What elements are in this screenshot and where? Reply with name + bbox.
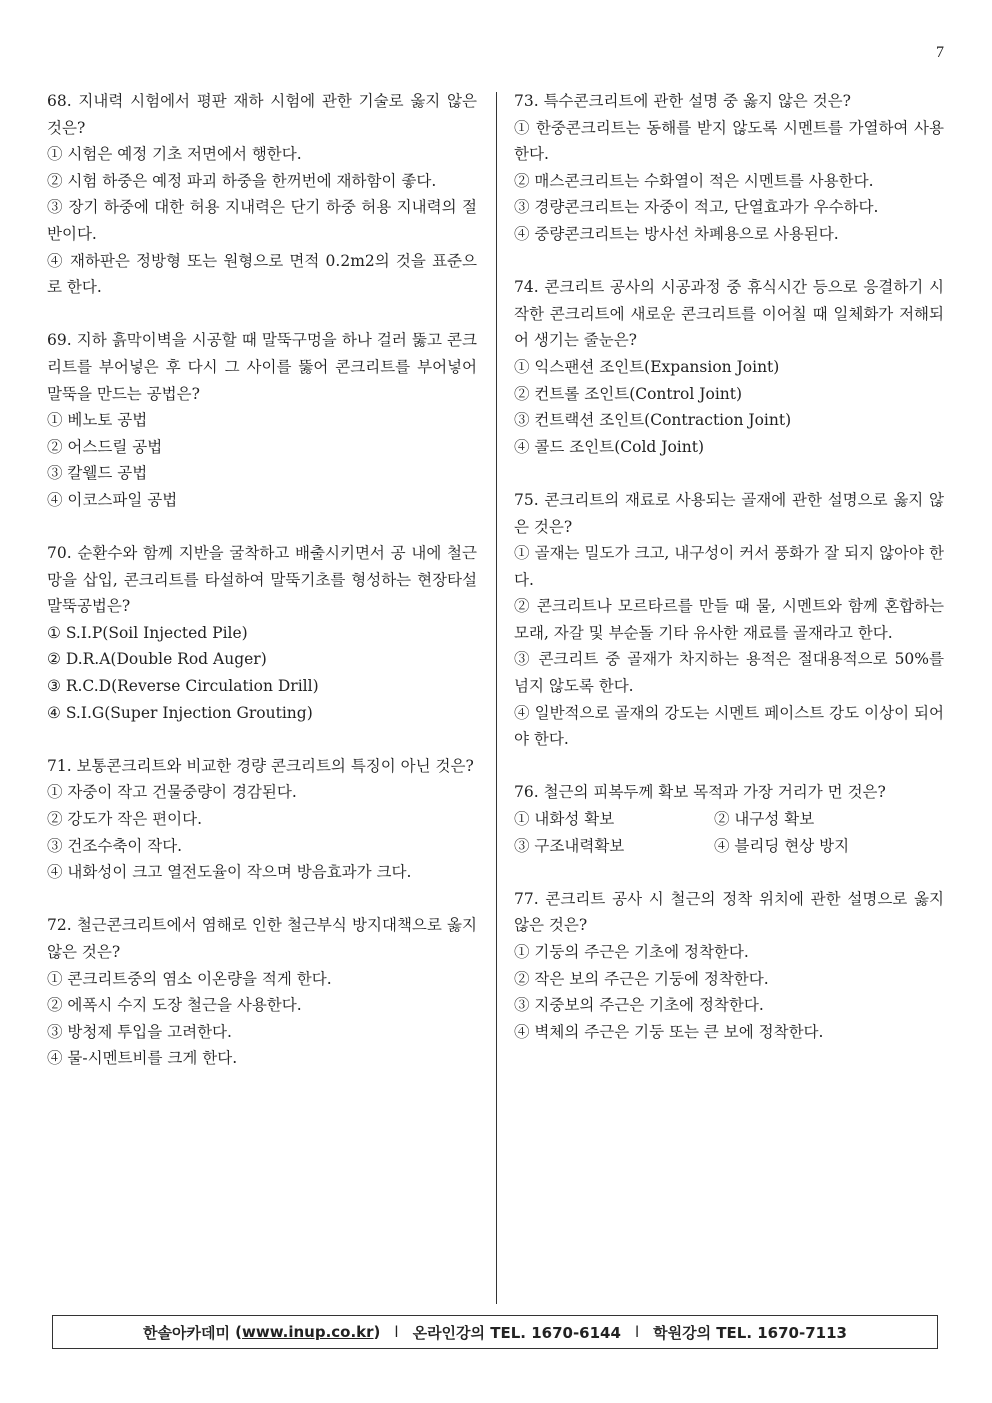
option-1: ① 자중이 작고 건물중량이 경감된다. xyxy=(47,783,297,802)
option-1: ① 익스팬션 조인트(Expansion Joint) xyxy=(514,357,780,376)
option-1: ① 베노토 공법 xyxy=(47,411,148,430)
question-68 xyxy=(47,88,477,301)
option-4: ④ S.I.G(Super Injection Grouting) xyxy=(47,703,313,722)
option-3: ③ 경량콘크리트는 자중이 적고, 단열효과가 우수하다. xyxy=(514,198,879,217)
option-4: ④ 일반적으로 골재의 강도는 시멘트 페이스트 강도 이상이 되어야 한다. xyxy=(514,703,944,749)
option-3: ③ 건조수축이 작다. xyxy=(47,836,183,855)
option-2: ② 내구성 확보 xyxy=(714,810,815,829)
academy-name: 한솔아카데미 xyxy=(143,1323,230,1342)
question-text: 76. 철근의 피복두께 확보 목적과 가장 거리가 먼 것은? xyxy=(514,783,886,802)
option-3: ③ R.C.D(Reverse Circulation Drill) xyxy=(47,677,319,696)
question-71 xyxy=(47,753,477,886)
option-1: ① 내화성 확보 xyxy=(514,810,615,829)
question-77 xyxy=(514,886,944,1046)
options-grid xyxy=(514,806,944,859)
option-1: ① 기둥의 주근은 기초에 정착한다. xyxy=(514,943,749,961)
option-1: ① 시험은 예정 기초 저면에서 행한다. xyxy=(47,145,302,164)
option-3: ③ 구조내력확보 xyxy=(514,836,625,855)
question-text: 75. 콘크리트의 재료로 사용되는 골재에 관한 설명으로 옳지 않은 것은? xyxy=(514,490,944,536)
campus-phone: 학원강의 TEL. 1670-7113 xyxy=(653,1323,847,1342)
page-number: 7 xyxy=(936,44,944,61)
option-4: ④ 벽체의 주근은 기둥 또는 큰 보에 정착한다. xyxy=(514,1022,824,1041)
question-text: 71. 보통콘크리트와 비교한 경량 콘크리트의 특징이 아닌 것은? xyxy=(47,756,474,775)
online-phone: 온라인강의 TEL. 1670-6144 xyxy=(412,1323,621,1342)
option-4: ④ 콜드 조인트(Cold Joint) xyxy=(514,437,705,456)
option-1: ① 한중콘크리트는 동해를 받지 않도록 시멘트를 가열하여 사용한다. xyxy=(514,118,944,164)
option-3: ③ 칼웰드 공법 xyxy=(47,464,148,483)
option-3: ③ 장기 하중에 대한 허용 지내력은 단기 하중 허용 지내력의 절반이다. xyxy=(47,198,477,243)
question-text: 72. 철근콘크리트에서 염해로 인한 철근부식 방지대책으로 옳지 않은 것은? xyxy=(47,916,477,961)
option-3: ③ 지중보의 주근은 기초에 정착한다. xyxy=(514,996,764,1015)
option-2: ② D.R.A(Double Rod Auger) xyxy=(47,650,267,669)
question-73 xyxy=(514,88,944,248)
right-column xyxy=(514,88,944,1072)
option-2: ② 에폭시 수지 도장 철근을 사용한다. xyxy=(47,996,302,1015)
question-text: 74. 콘크리트 공사의 시공과정 중 휴식시간 등으로 응결하기 시작한 콘크리트에 새로운 콘크리트를 이어칠 때 일체화가 저해되어 생기는 줄눈은? xyxy=(514,278,944,350)
question-76 xyxy=(514,779,944,859)
option-3: ③ 방청제 투입을 고려한다. xyxy=(47,1022,232,1041)
option-4: ④ 내화성이 크고 열전도율이 작으며 방음효과가 크다. xyxy=(47,863,412,882)
option-1: ① 콘크리트중의 염소 이온량을 적게 한다. xyxy=(47,969,332,988)
option-4: ④ 블리딩 현상 방지 xyxy=(714,836,850,855)
question-72 xyxy=(47,912,477,1072)
question-text: 68. 지내력 시험에서 평판 재하 시험에 관한 기술로 옳지 않은 것은? xyxy=(47,92,477,137)
option-4: ④ 물-시멘트비를 크게 한다. xyxy=(47,1049,238,1068)
question-74 xyxy=(514,274,944,460)
question-69 xyxy=(47,327,477,513)
option-1: ① 골재는 밀도가 크고, 내구성이 커서 풍화가 잘 되지 않아야 한다. xyxy=(514,544,944,589)
option-2: ② 작은 보의 주근은 기둥에 정착한다. xyxy=(514,969,769,988)
question-text: 70. 순환수와 함께 지반을 굴착하고 배출시키면서 공 내에 철근망을 삽입, 콘크리트를 타설하여 말뚝기초를 형성하는 현장타설 말뚝공법은? xyxy=(47,544,477,616)
question-text: 73. 특수콘크리트에 관한 설명 중 옳지 않은 것은? xyxy=(514,92,851,110)
option-2: ② 어스드릴 공법 xyxy=(47,437,163,456)
option-3: ③ 컨트랙션 조인트(Contraction Joint) xyxy=(514,411,792,430)
option-2: ② 매스콘크리트는 수화열이 적은 시멘트를 사용한다. xyxy=(514,171,874,190)
option-4: ④ 재하판은 정방형 또는 원형으로 면적 0.2m2의 것을 표준으로 한다. xyxy=(47,251,477,297)
option-2: ② 시험 하중은 예정 파괴 하중을 한꺼번에 재하함이 좋다. xyxy=(47,171,437,190)
option-2: ② 강도가 작은 편이다. xyxy=(47,810,202,829)
left-column xyxy=(47,88,477,1099)
footer-separator: l xyxy=(394,1323,399,1341)
column-divider xyxy=(496,92,497,1304)
academy-url-link[interactable]: www.inup.co.kr xyxy=(242,1323,374,1341)
option-2: ② 콘크리트나 모르타르를 만들 때 물, 시멘트와 함께 혼합하는 모래, 자갈 및 부순돌 기타 유사한 재료를 골재라고 한다. xyxy=(514,597,944,642)
option-1: ① S.I.P(Soil Injected Pile) xyxy=(47,623,248,642)
question-75 xyxy=(514,487,944,753)
footer-banner: 한솔아카데미 ( www.inup.co.kr ) l 온라인강의 TEL. 1670-6144 l 학원강의 TEL. 1670-7113 xyxy=(52,1315,938,1349)
option-4: ④ 이코스파일 공법 xyxy=(47,490,178,509)
option-4: ④ 중량콘크리트는 방사선 차폐용으로 사용된다. xyxy=(514,224,839,243)
question-text: 77. 콘크리트 공사 시 철근의 정착 위치에 관한 설명으로 옳지 않은 것은? xyxy=(514,889,944,935)
option-3: ③ 콘크리트 중 골재가 차지하는 용적은 절대용적으로 50%를 넘지 않도록 한다. xyxy=(514,650,944,696)
question-text: 69. 지하 흙막이벽을 시공할 때 말뚝구멍을 하나 걸러 뚫고 콘크리트를 부어넣은 후 다시 그 사이를 뚫어 콘크리트를 부어넣어 말뚝을 만드는 공법은? xyxy=(47,331,477,403)
footer-separator: l xyxy=(634,1323,640,1341)
option-2: ② 컨트롤 조인트(Control Joint) xyxy=(514,384,743,403)
question-70 xyxy=(47,540,477,726)
